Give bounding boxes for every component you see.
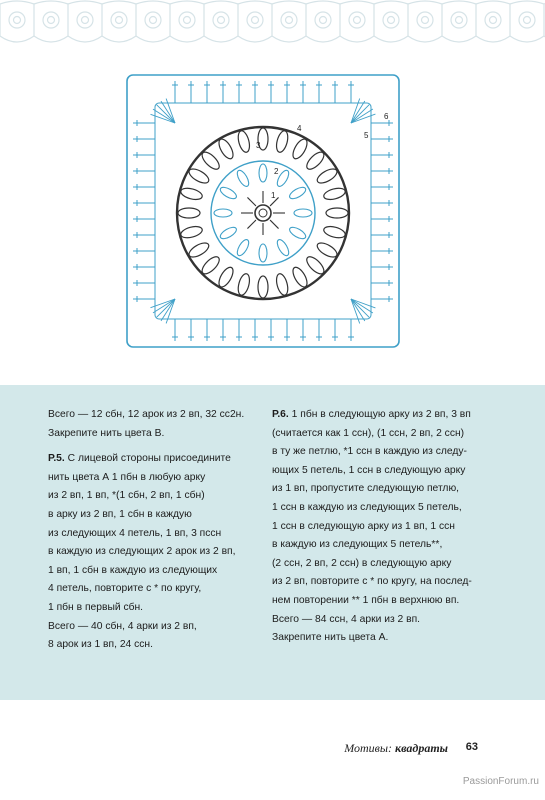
section-label: Мотивы: [344, 741, 393, 755]
stitch-puff [259, 164, 267, 182]
round-label-6: 6 [384, 112, 389, 121]
stitch-puff [235, 238, 251, 258]
text-line [272, 406, 522, 425]
text-line: нем повторении ** 1 пбн в верхнюю вп. [272, 594, 460, 606]
stitch-puff [326, 208, 348, 218]
text-line: 1 ссн в каждую из следующих 5 петель, [272, 501, 462, 513]
stitch-puff [323, 186, 347, 201]
stitch-puff [216, 265, 236, 289]
text-line: в каждую из следующих 2 арок из 2 вп, [48, 546, 236, 558]
text-line: 1 ссн в следующую арку из 1 вп, 1 ссн [272, 520, 455, 532]
centre-ring [259, 209, 267, 217]
stitch-puff [187, 166, 211, 186]
stitch-puff [214, 209, 232, 217]
text-line-content: 1 пбн в следующую арку из 2 вп, 3 вп [291, 409, 471, 420]
page-footer [300, 741, 530, 759]
section-name: квадраты [395, 741, 448, 755]
stitch-puff [236, 273, 251, 297]
stitch-puff [288, 185, 308, 201]
stitch-puff [236, 130, 251, 154]
instructions-panel [0, 385, 545, 700]
text-line: 4 петель, повторите с * по кругу, [48, 583, 202, 595]
stitch-puff [187, 240, 211, 260]
text-line: в каждую из следующих 5 петель**, [272, 539, 443, 551]
stitch-puff [294, 209, 312, 217]
round-6-heading: Р.6. [272, 409, 289, 420]
round-5-heading: Р.5. [48, 453, 65, 465]
stitch-puff [323, 224, 347, 239]
stitch-puff [275, 238, 291, 258]
stitch-puff [180, 186, 204, 201]
stitch-puff [274, 130, 289, 154]
page-number: 63 [465, 741, 478, 753]
text-line-content: С лицевой стороны присоедините [67, 453, 231, 465]
text-line: ющих 5 петель, 1 ссн в следующую арку [272, 464, 466, 476]
stitch-puff [315, 240, 339, 260]
stitch-sc [247, 197, 255, 205]
stitch-puff [199, 254, 222, 277]
stitch-fan [351, 299, 369, 317]
crochet-diagram [105, 70, 425, 360]
instructions-right-column [272, 406, 522, 655]
round-6-instructions [272, 406, 522, 648]
centre-ring [255, 205, 271, 221]
stitch-puff [235, 169, 251, 189]
stitch-fan [351, 105, 369, 123]
stitch-puff [199, 149, 222, 172]
stitch-puff [315, 166, 339, 186]
instructions-left-column [48, 406, 263, 662]
text-line: из 1 вп, пропустите следующую петлю, [272, 483, 460, 495]
round-label-2: 2 [274, 167, 279, 176]
stitch-puff [219, 225, 239, 241]
round-label-4: 4 [297, 124, 302, 133]
round-label-1: 1 [271, 191, 276, 200]
round-4-summary [48, 406, 263, 443]
text-line: Закрепите нить цвета В. [48, 427, 165, 439]
stitch-puff [259, 244, 267, 262]
text-line: Закрепите нить цвета А. [272, 632, 389, 644]
stitch-puff [304, 254, 327, 277]
round-label-5: 5 [364, 131, 369, 140]
text-line: (считается как 1 ссн), (1 ссн, 2 вп, 2 ссн) [272, 427, 465, 439]
watermark: PassionForum.ru [462, 776, 539, 787]
inner-border [155, 103, 371, 319]
stitch-puff [219, 185, 239, 201]
ring-row-2 [211, 161, 315, 265]
text-line: из 2 вп, 1 вп, *(1 сбн, 2 вп, 1 сбн) [48, 490, 205, 502]
round-label-3: 3 [256, 141, 261, 150]
section-title [344, 741, 448, 756]
text-line: в арку из 2 вп, 1 сбн в каждую [48, 508, 192, 520]
stitch-fan [157, 299, 175, 317]
text-line: нить цвета А 1 пбн в любую арку [48, 471, 206, 483]
stitch-puff [180, 224, 204, 239]
stitch-puff [178, 208, 200, 218]
text-line: 8 арок из 1 вп, 24 ссн. [48, 639, 153, 651]
stitch-puff [290, 137, 310, 161]
stitch-sc [247, 220, 255, 228]
text-line: из 2 вп, повторите с * по кругу, на послед- [272, 576, 472, 588]
text-line: Всего — 12 сбн, 12 арок из 2 вп, 32 сс2н. [48, 409, 245, 420]
stitch-fan [157, 105, 175, 123]
text-line: в ту же петлю, *1 ссн в каждую из следу- [272, 446, 467, 458]
stitch-puff [274, 273, 289, 297]
stitch-puff [216, 137, 236, 161]
text-line: 1 пбн в первый сбн. [48, 601, 144, 613]
round-5-instructions [48, 450, 263, 655]
text-line: Всего — 84 ссн, 4 арки из 2 вп. [272, 613, 421, 625]
stitch-puff [258, 276, 268, 298]
stitch-sc [270, 220, 278, 228]
stitch-puff [288, 225, 308, 241]
text-line [48, 450, 263, 469]
text-line: 1 вп, 1 сбн в каждую из следующих [48, 564, 218, 576]
text-line: из следующих 4 петель, 1 вп, 3 пссн [48, 527, 222, 539]
text-line: (2 ссн, 2 вп, 2 ссн) в следующую арку [272, 557, 452, 569]
text-line: Всего — 40 сбн, 4 арки из 2 вп, [48, 620, 197, 632]
lace-border [0, 0, 545, 46]
stitch-puff [304, 149, 327, 172]
stitch-puff [290, 265, 310, 289]
